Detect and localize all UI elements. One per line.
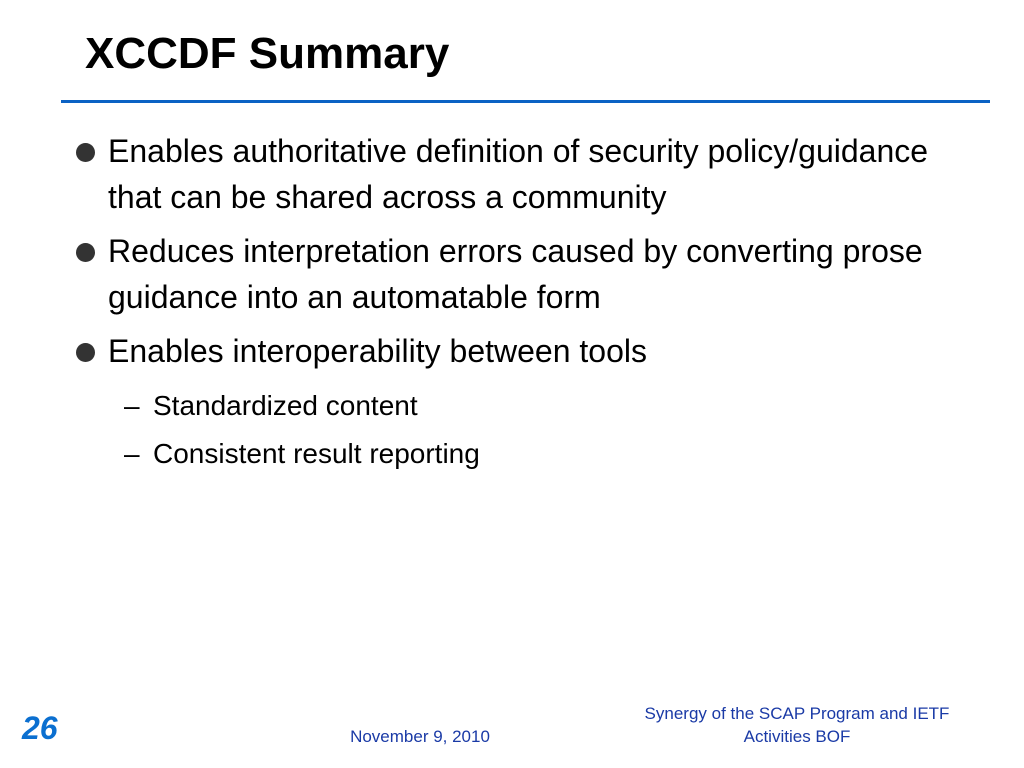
- sub-bullet-item: [0, 382, 1024, 430]
- footer-date: November 9, 2010: [350, 727, 490, 746]
- bullet-dot-icon: [76, 143, 95, 162]
- dash-icon: –: [124, 438, 140, 469]
- bullet-text: Reduces interpretation errors caused by converting prose guidance into an automatable form: [108, 233, 923, 315]
- bullet-item: [0, 328, 938, 374]
- footer-title: Synergy of the SCAP Program and IETF Activities BOF: [644, 704, 950, 746]
- bullet-item: [0, 228, 938, 320]
- title-divider: [61, 100, 990, 103]
- bullet-dot-icon: [76, 243, 95, 262]
- bullet-dot-icon: [76, 343, 95, 362]
- sub-bullet-text: Standardized content: [153, 390, 418, 421]
- sub-bullet-item: [0, 430, 1024, 478]
- slide-content: [0, 128, 1024, 478]
- page-number: 26: [22, 710, 58, 746]
- sub-bullet-text: Consistent result reporting: [153, 438, 480, 469]
- bullet-text: Enables interoperability between tools: [108, 333, 647, 369]
- bullet-item: [0, 128, 938, 220]
- bullet-text: Enables authoritative definition of security policy/guidance that can be shared across a community: [108, 133, 929, 215]
- slide-title: XCCDF Summary: [85, 29, 450, 78]
- dash-icon: –: [124, 390, 140, 421]
